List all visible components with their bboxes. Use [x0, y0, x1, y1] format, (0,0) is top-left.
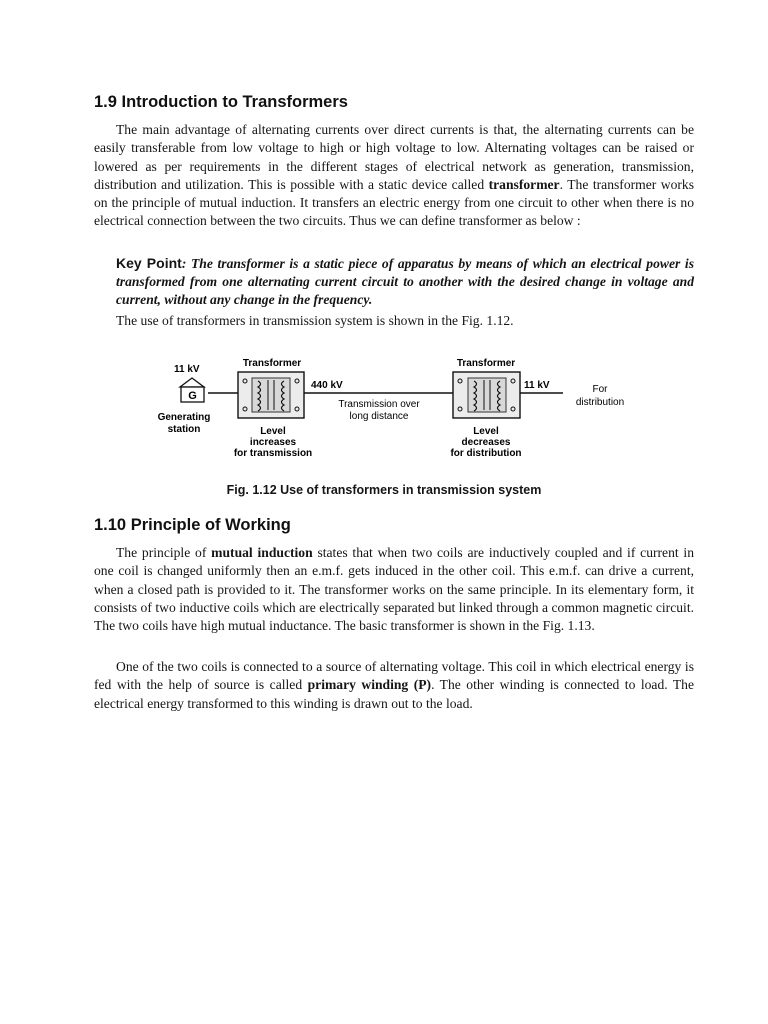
principle-bold-term: mutual induction [211, 545, 313, 560]
high-voltage-label: 440 kV [311, 380, 343, 391]
winding-bold-term: primary winding (P) [307, 677, 432, 693]
t1-level-label-3: for transmission [233, 448, 313, 459]
transmission-label-2: long distance [349, 411, 409, 422]
t2-level-label-1: Level [473, 426, 499, 437]
intro-text-a: The main advantage of alternating currents over direct currents is that, the alternating currents can be easily transferable from low voltage to high or high voltage to low. Alternating voltages can be raised or lowered as per requirements in the different stages of electrical network as generation, transmission, distribution and utilization. This is possible with a static device called [94, 122, 694, 192]
transmission-label-1: Transmission over [338, 399, 420, 410]
t2-level-label-2: decreases [461, 437, 511, 448]
key-point-label: Key Point [116, 255, 182, 271]
transmission-diagram [150, 350, 640, 470]
generator-g-label: G [188, 390, 197, 402]
intro-bold-term: transformer [488, 176, 560, 192]
section-heading-intro: 1.9 Introduction to Transformers [94, 93, 348, 111]
transformer-2-label: Transformer [456, 358, 516, 369]
winding-text-b: . The other winding is connected to load. The electrical energy transformed to this winding is drawn out to the load. [94, 677, 694, 711]
principle-paragraph-2 [94, 658, 694, 713]
principle-paragraph-1 [94, 544, 694, 635]
gen-voltage-label: 11 kV [174, 364, 200, 375]
gen-station-label-1: Generating [157, 412, 211, 423]
transformer-1-label: Transformer [242, 358, 302, 369]
intro-paragraph [94, 121, 694, 231]
figure-intro-paragraph: The use of transformers in transmission system is shown in the Fig. 1.12. [116, 313, 514, 328]
t1-level-label-2: increases [249, 437, 297, 448]
t2-level-label-3: for distribution [450, 448, 522, 459]
winding-text-a: One of the two coils is connected to a source of alternating voltage. This coil in which electrical energy is fed with the help of source is called [94, 659, 694, 693]
figure-caption: Fig. 1.12 Use of transformers in transmission system [226, 483, 542, 497]
distribution-label-1: For [592, 384, 608, 395]
key-point-text: : The transformer is a static piece of apparatus by means of which an electrical power is transformed from one alternating current circuit to another with the desired change in voltage and current, without any change in the frequency. [116, 256, 694, 307]
t1-level-label-1: Level [260, 426, 286, 437]
gen-station-label-2: station [167, 424, 201, 435]
section-heading-principle: 1.10 Principle of Working [94, 516, 291, 534]
intro-text-b: . The transformer works on the principle of mutual induction. It transfers an electric energy from one circuit to other when there is no electrical connection between the two circuits. Thus we can define transformer as below : [94, 176, 694, 229]
transformer-1-icon [238, 372, 304, 418]
transformer-2-icon [453, 372, 520, 418]
key-point [116, 254, 694, 309]
out-voltage-label: 11 kV [524, 380, 550, 391]
principle-text-a: The principle of [116, 545, 212, 560]
distribution-label-2: distribution [575, 397, 625, 408]
principle-text-b: states that when two coils are inductively coupled and if current in one coil is changed uniformly then an e.m.f. gets induced in the other coil. This e.m.f. can drive a current, when a closed path is provided to it. The transformer works on the same principle. In its elementary form, it consists of two inductive coils which are electrically separated but linked through a common magnetic circuit. The two coils have high mutual inductance. The basic transformer is shown in the Fig. 1.13. [94, 545, 695, 634]
generator-symbol [180, 378, 204, 402]
